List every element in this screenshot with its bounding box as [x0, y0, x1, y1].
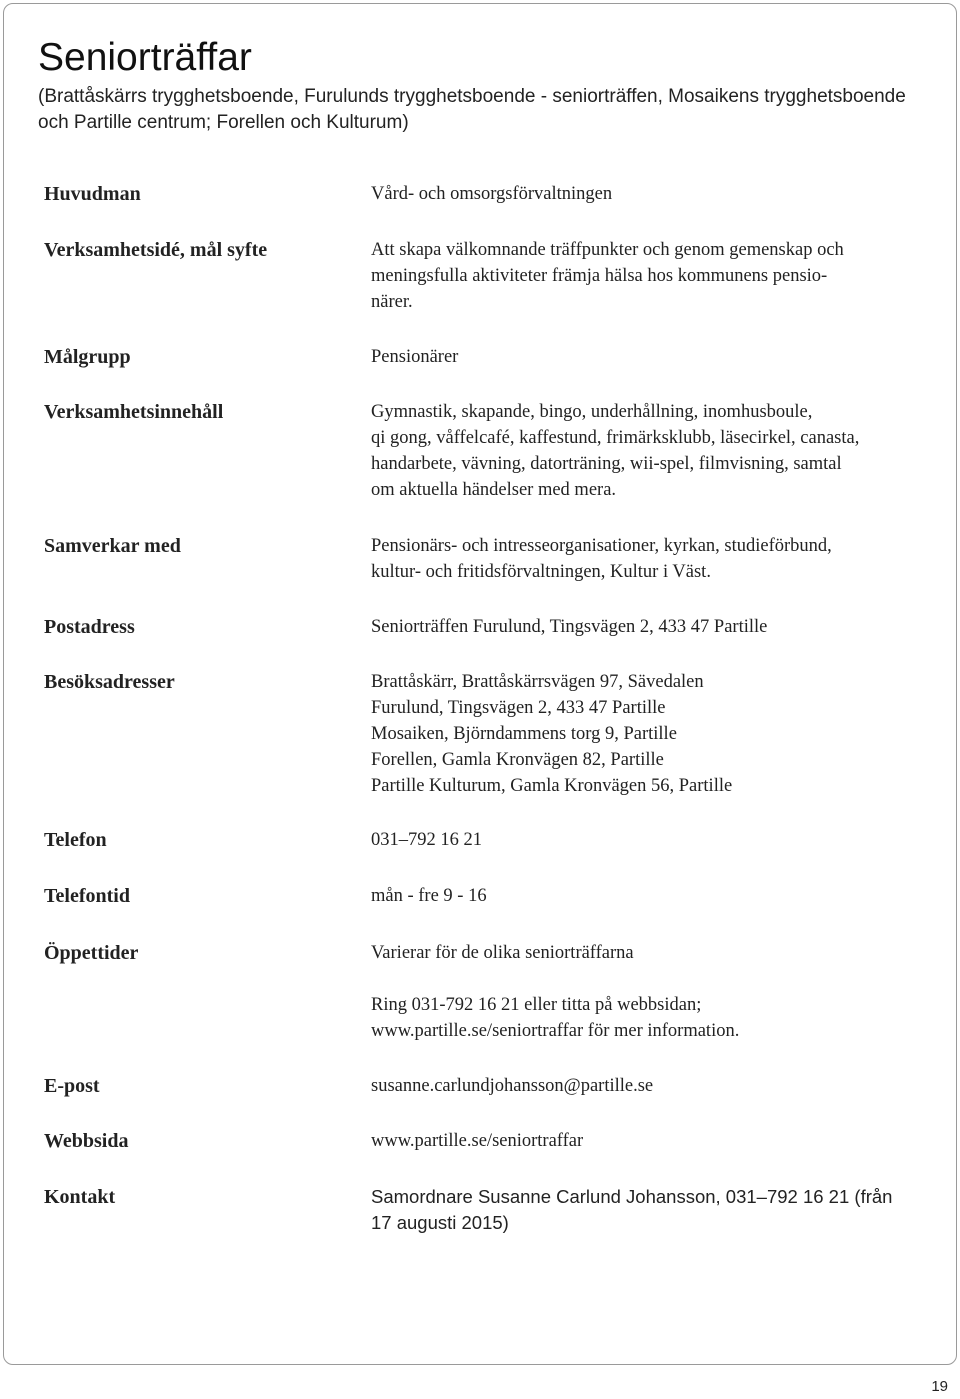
page-title: Seniorträffar [38, 36, 252, 79]
value-telefontid: mån - fre 9 - 16 [371, 886, 487, 906]
text-line: om aktuella händelser med mera. [371, 480, 617, 500]
text-line: handarbete, vävning, datorträning, wii-spel, filmvisning, samtal [371, 454, 842, 474]
value-oppettider-info [371, 992, 919, 1044]
address-line: Mosaiken, Björndammens torg 9, Partille [371, 724, 677, 744]
address-line: Brattåskärr, Brattåskärrsvägen 97, Sävedalen [371, 672, 704, 692]
label-samverkar: Samverkar med [44, 535, 181, 557]
text-line: Gymnastik, skapande, bingo, underhållning, inomhusboule, [371, 402, 813, 422]
value-samverkar [371, 533, 919, 585]
text-line: meningsfulla aktiviteter främja hälsa hos kommunens pensio- [371, 266, 828, 286]
page-number: 19 [931, 1378, 948, 1395]
value-kontakt [371, 1184, 919, 1236]
address-line: Forellen, Gamla Kronvägen 82, Partille [371, 750, 664, 770]
text-line: Ring 031-792 16 21 eller titta på webbsidan; [371, 995, 702, 1015]
label-webbsida: Webbsida [44, 1130, 129, 1152]
text-line: www.partille.se/seniortraffar för mer information. [371, 1021, 740, 1041]
text-line: kultur- och fritidsförvaltningen, Kultur i Väst. [371, 562, 711, 582]
label-huvudman: Huvudman [44, 183, 141, 205]
value-epost: susanne.carlundjohansson@partille.se [371, 1076, 654, 1096]
value-telefon: 031–792 16 21 [371, 830, 482, 850]
label-oppettider: Öppettider [44, 942, 139, 964]
value-oppettider: Varierar för de olika seniorträffarna [371, 943, 634, 963]
value-verksamhetsinnehall [371, 399, 919, 503]
label-verksamhetsinnehall: Verksamhetsinnehåll [44, 401, 224, 423]
value-malgrupp: Pensionärer [371, 347, 459, 367]
label-verksamhetside: Verksamhetsidé, mål syfte [44, 239, 268, 261]
text-line: Pensionärs- och intresseorganisationer, kyrkan, studieförbund, [371, 536, 832, 556]
label-postadress: Postadress [44, 616, 135, 638]
address-line: Partille Kulturum, Gamla Kronvägen 56, Partille [371, 776, 733, 796]
text-line: qi gong, våffelcafé, kaffestund, frimärksklubb, läsecirkel, canasta, [371, 428, 860, 448]
text-line: 17 augusti 2015) [371, 1212, 509, 1233]
page-subtitle: (Brattåskärrs trygghetsboende, Furulunds trygghetsboende - seniorträffen, Mosaikens trygghetsboende och Partille centrum; Forellen och Kulturum) [38, 86, 906, 133]
label-besoksadresser: Besöksadresser [44, 671, 175, 693]
text-line: Att skapa välkomnande träffpunkter och genom gemenskap och [371, 240, 844, 260]
text-line: närer. [371, 292, 413, 312]
label-epost: E-post [44, 1075, 100, 1097]
text-line: Samordnare Susanne Carlund Johansson, 031–792 16 21 (från [371, 1186, 893, 1207]
label-kontakt: Kontakt [44, 1186, 116, 1208]
label-malgrupp: Målgrupp [44, 346, 131, 368]
label-telefon: Telefon [44, 829, 107, 851]
value-besoksadresser [371, 669, 919, 799]
address-line: Furulund, Tingsvägen 2, 433 47 Partille [371, 698, 666, 718]
value-postadress: Seniorträffen Furulund, Tingsvägen 2, 433 47 Partille [371, 617, 768, 637]
value-webbsida: www.partille.se/seniortraffar [371, 1131, 584, 1151]
value-huvudman: Vård- och omsorgsförvaltningen [371, 184, 613, 204]
label-telefontid: Telefontid [44, 885, 130, 907]
value-verksamhetside [371, 237, 919, 315]
